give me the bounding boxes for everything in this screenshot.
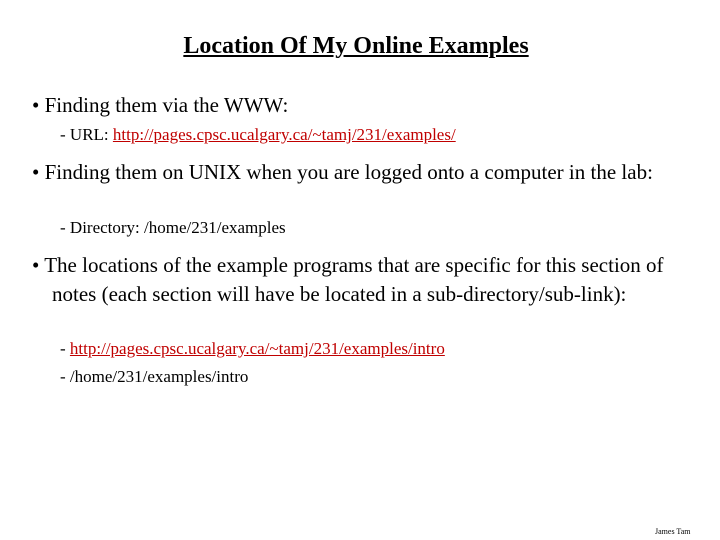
bullet-unix	[32, 158, 692, 187]
bullet-marker: •	[32, 253, 40, 277]
sub-item-directory	[60, 217, 286, 239]
sub-label: Directory: /home/231/examples	[69, 218, 286, 237]
sub-item-intro-url	[60, 338, 445, 360]
sub-item-url	[60, 124, 456, 146]
bullet-www	[32, 91, 692, 120]
bullet-text: Finding them via the WWW:	[44, 93, 289, 117]
intro-url-link[interactable]: http://pages.cpsc.ucalgary.ca/~tamj/231/examples/intro	[69, 339, 445, 358]
author-footer: James Tam	[655, 527, 691, 536]
sub-label: /home/231/examples/intro	[69, 367, 249, 386]
examples-url-link[interactable]: http://pages.cpsc.ucalgary.ca/~tamj/231/examples/	[112, 125, 456, 144]
bullet-marker: •	[32, 93, 40, 117]
bullet-section-locations	[32, 251, 692, 309]
bullet-text: The locations of the example programs that are specific for this section of notes (each section will have be located in a sub-directory/sub-link):	[44, 253, 664, 306]
sub-dash: -	[60, 125, 66, 144]
bullet-text: Finding them on UNIX when you are logged onto a computer in the lab:	[44, 160, 653, 184]
slide-title: Location Of My Online Examples	[183, 33, 529, 59]
sub-label: URL:	[69, 125, 113, 144]
sub-dash: -	[60, 218, 66, 237]
sub-dash: -	[60, 339, 66, 358]
sub-item-intro-directory	[60, 366, 248, 388]
bullet-marker: •	[32, 160, 40, 184]
sub-dash: -	[60, 367, 66, 386]
